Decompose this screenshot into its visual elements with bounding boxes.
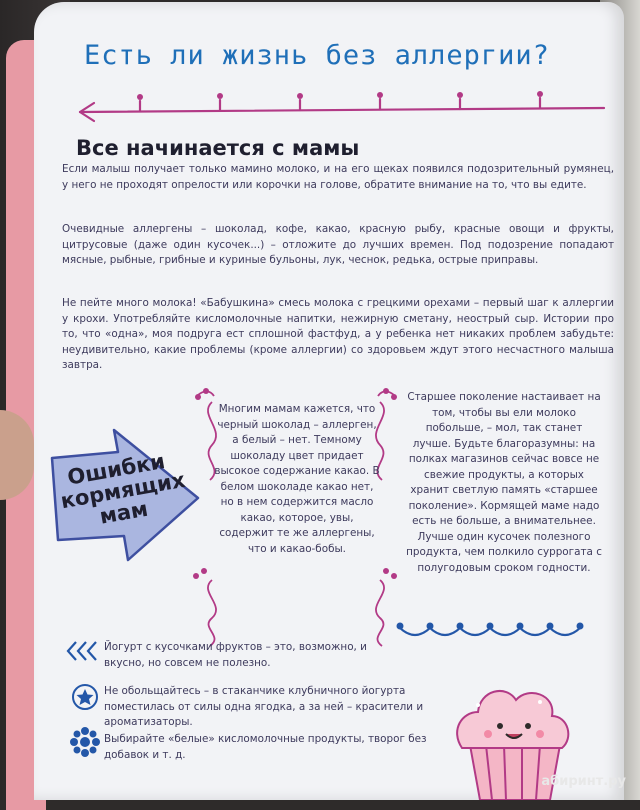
right-column-text: Старшее поколение настаивает на том, чтобы вы ели молоко побольше, – мол, так станет лучше. Будьте благоразумны: на полках магазинов сейчас вовсе не свежие продукты, а которых хранит светлую память «старшее поколение». Кормящей маме надо есть не больше, а внимательнее. Лучше один кусочек полезного продукта, чем полкило суррогата с полугодовым сроком годности. [406,391,602,574]
arrow-label: Ошибки кормящих мам [58,448,187,529]
chevrons-icon [68,642,96,660]
note-2: Не обольщайтесь – в стаканчике клубничного йогурта поместилась от силы одна ягодка, а за ней – красители и ароматизаторы. [104,685,424,728]
note-1: Йогурт с кусочками фруктов – это, возможно, и вкусно, но совсем не полезно. [104,641,367,669]
watermark: абиринт.ру [541,774,626,789]
paragraph-1: Если малыш получает только мамино молоко, и на его щеках появился подозрительный румянец, у него не проходят опрелости или корочки на голове, обратите внимание на то, что вы едите. [62,163,614,191]
section-subtitle: Все начинается с мамы [76,136,360,160]
title-arrow-icon [80,98,604,121]
flower-icon [70,727,100,757]
star-circle-icon [73,685,97,709]
page-title: Есть ли жизнь без аллергии? [84,40,550,71]
paragraph-2: Очевидные аллергены – шоколад, кофе, какао, красную рыбу, красные овощи и фрукты, цитрусовые (даже один кусочек...) – отложите до лучших времен. Под подозрение попадают мясные, рыбные, грибные и куриные бульоны, лук, чеснок, редька, острые приправы. [62,223,614,266]
note-3: Выбирайте «белые» кисломолочные продукты, творог без добавок и т. д. [104,733,427,761]
middle-column-text: Многим мамам кажется, что черный шоколад – аллерген, а белый – нет. Темному шоколаду цвет придает высокое содержание какао. В белом шоколаде какао нет, но в нем содержится масло какао, которое, увы, содержит те же аллергены, что и какао-бобы. [214,403,380,555]
paragraph-3: Не пейте много молока! «Бабушкина» смесь молока с грецкими орехами – первый шаг к аллергии у крохи. Употребляйте кисломолочные напитки, нежирную сметану, неострый сыр. Истории про то, что «одна», моя подруга ест сплошной фастфуд, а у ребенка нет никаких проблем забудьте: неудивительно, какие проблемы (кроме аллергии) со здоровьем ждут этого несчастного малыша завтра. [62,297,614,371]
